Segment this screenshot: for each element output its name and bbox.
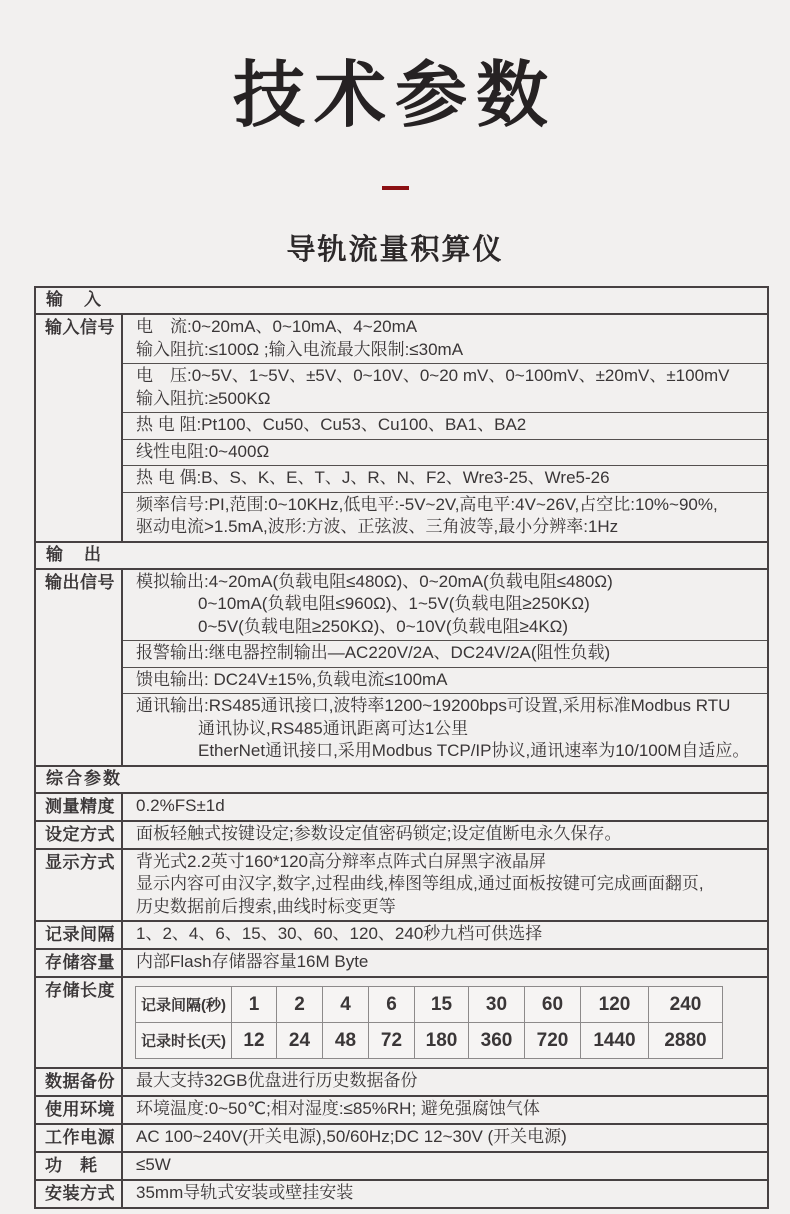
storage-header-cell: 记录间隔(秒) — [136, 987, 232, 1023]
storage-value-cell: 12 — [232, 1023, 277, 1059]
storage-value-cell: 2880 — [649, 1023, 723, 1059]
value-line: 0~5V(负载电阻≥250KΩ)、0~10V(负载电阻≥4KΩ) — [198, 616, 569, 636]
storage-value-cell: 15 — [415, 987, 469, 1023]
param-label: 输出信号 — [36, 570, 123, 765]
spec-row-param — [36, 950, 767, 978]
storage-value-cell: 720 — [525, 1023, 581, 1059]
spec-sub-row — [123, 315, 767, 364]
spec-row-section — [36, 543, 767, 570]
storage-table-row — [136, 987, 723, 1023]
param-label: 功 耗 — [36, 1153, 123, 1179]
spec-row-param — [36, 822, 767, 850]
spec-row-storage — [36, 978, 767, 1069]
storage-value-cell: 30 — [469, 987, 525, 1023]
title-accent-dash — [382, 186, 409, 190]
page-root — [0, 46, 790, 1214]
value-line: 热 电 阻:Pt100、Cu50、Cu53、Cu100、BA1、BA2 — [136, 415, 527, 434]
storage-value-cell: 6 — [369, 987, 415, 1023]
param-value — [123, 922, 767, 948]
spec-row-param — [36, 850, 767, 923]
param-value — [123, 978, 767, 1067]
section-header-label: 输 出 — [46, 544, 103, 564]
spec-row-param — [36, 1097, 767, 1125]
spec-sub-row — [123, 668, 767, 695]
value-line: 模拟输出:4~20mA(负载电阻≤480Ω)、0~20mA(负载电阻≤480Ω) — [136, 571, 613, 591]
param-value — [123, 822, 767, 848]
storage-value-cell: 4 — [323, 987, 369, 1023]
storage-header-cell: 记录时长(天) — [136, 1023, 232, 1059]
storage-value-cell: 48 — [323, 1023, 369, 1059]
param-label: 设定方式 — [36, 822, 123, 848]
storage-value-cell: 1440 — [581, 1023, 649, 1059]
param-value — [123, 315, 767, 541]
spec-table — [34, 286, 769, 1209]
param-label: 数据备份 — [36, 1069, 123, 1095]
param-value — [123, 1181, 767, 1207]
value-line: 历史数据前后搜索,曲线时标变更等 — [136, 896, 396, 916]
param-value — [123, 950, 767, 976]
param-value — [123, 850, 767, 921]
spec-sub-row — [123, 493, 767, 541]
storage-table-row — [136, 1023, 723, 1059]
value-line: 驱动电流>1.5mA,波形:方波、正弦波、三角波等,最小分辨率:1Hz — [136, 517, 619, 536]
storage-table-wrap — [135, 986, 721, 1059]
storage-value-cell: 1 — [232, 987, 277, 1023]
section-header-label: 输 入 — [46, 290, 103, 309]
param-value — [123, 1097, 767, 1123]
value-line: 0~10mA(负载电阻≤960Ω)、1~5V(负载电阻≥250KΩ) — [198, 594, 590, 613]
storage-value-cell: 180 — [415, 1023, 469, 1059]
spec-row-group — [36, 315, 767, 543]
param-value — [123, 794, 767, 820]
storage-value-cell: 120 — [581, 987, 649, 1023]
param-value — [123, 1125, 767, 1151]
spec-row-param — [36, 1125, 767, 1153]
value-line: 馈电输出: DC24V±15%,负载电流≤100mA — [136, 669, 448, 689]
storage-value-cell: 2 — [277, 987, 323, 1023]
param-label: 测量精度 — [36, 794, 123, 820]
value-line: 电 压:0~5V、1~5V、±5V、0~10V、0~20 mV、0~100mV、±20mV、±100mV — [136, 366, 730, 385]
value-line: 输入阻抗:≤100Ω ;输入电流最大限制:≤30mA — [136, 339, 464, 359]
spec-sub-row — [123, 641, 767, 668]
param-value — [123, 1153, 767, 1179]
value-line: 通讯协议,RS485通讯距离可达1公里 — [198, 718, 469, 738]
param-label: 使用环境 — [36, 1097, 123, 1123]
value-line: 0.2%FS±1d — [136, 795, 225, 815]
value-line: 最大支持32GB优盘进行历史数据备份 — [136, 1071, 418, 1090]
value-line: 1、2、4、6、15、30、60、120、240秒九档可供选择 — [136, 924, 543, 943]
value-line: 内部Flash存储器容量16M Byte — [136, 952, 369, 971]
param-label: 存储长度 — [36, 978, 123, 1067]
storage-value-cell: 60 — [525, 987, 581, 1023]
value-line: EtherNet通讯接口,采用Modbus TCP/IP协议,通讯速率为10/100M自适应。 — [198, 741, 750, 760]
storage-value-cell: 72 — [369, 1023, 415, 1059]
param-label: 显示方式 — [36, 850, 123, 921]
page-title: 技术参数 — [232, 56, 557, 136]
storage-value-cell: 360 — [469, 1023, 525, 1059]
value-line: 35mm导轨式安装或壁挂安装 — [136, 1183, 354, 1202]
spec-row-param — [36, 794, 767, 822]
spec-row-param — [36, 1069, 767, 1097]
value-line: ≤5W — [136, 1155, 171, 1174]
param-label: 安装方式 — [36, 1181, 123, 1207]
value-line: 通讯输出:RS485通讯接口,波特率1200~19200bps可设置,采用标准Modbus RTU — [136, 696, 731, 715]
value-line: 输入阻抗:≥500KΩ — [136, 388, 271, 408]
spec-sub-row — [123, 466, 767, 493]
param-label: 存储容量 — [36, 950, 123, 976]
spec-sub-row — [123, 570, 767, 642]
value-line: AC 100~240V(开关电源),50/60Hz;DC 12~30V (开关电源) — [136, 1127, 567, 1146]
storage-value-cell: 240 — [649, 987, 723, 1023]
param-label: 记录间隔 — [36, 922, 123, 948]
storage-value-cell: 24 — [277, 1023, 323, 1059]
spec-sub-row — [123, 694, 767, 765]
value-line: 频率信号:PI,范围:0~10KHz,低电平:-5V~2V,高电平:4V~26V,占空比:10%~90%, — [136, 494, 718, 514]
spec-row-group — [36, 570, 767, 767]
value-line: 环境温度:0~50℃;相对湿度:≤85%RH; 避免强腐蚀气体 — [136, 1099, 540, 1118]
param-label: 工作电源 — [36, 1125, 123, 1151]
spec-row-section — [36, 767, 767, 794]
page-subtitle: 导轨流量积算仪 — [286, 234, 504, 266]
param-label: 输入信号 — [36, 315, 123, 541]
param-value — [123, 570, 767, 765]
spec-sub-row — [123, 440, 767, 467]
spec-row-param — [36, 1181, 767, 1207]
spec-row-param — [36, 922, 767, 950]
spec-sub-row — [123, 364, 767, 413]
section-header-label: 综合参数 — [46, 768, 122, 788]
spec-row-section — [36, 288, 767, 315]
spec-row-param — [36, 1153, 767, 1181]
value-line: 显示内容可由汉字,数字,过程曲线,棒图等组成,通过面板按键可完成画面翻页, — [136, 874, 704, 893]
spec-sub-row — [123, 413, 767, 440]
value-line: 背光式2.2英寸160*120高分辩率点阵式白屏黑字液晶屏 — [136, 851, 546, 871]
value-line: 线性电阻:0~400Ω — [136, 441, 270, 461]
param-value — [123, 1069, 767, 1095]
value-line: 电 流:0~20mA、0~10mA、4~20mA — [136, 317, 418, 336]
value-line: 面板轻触式按键设定;参数设定值密码锁定;设定值断电永久保存。 — [136, 823, 622, 843]
value-line: 热 电 偶:B、S、K、E、T、J、R、N、F2、Wre3-25、Wre5-26 — [136, 468, 610, 487]
value-line: 报警输出:继电器控制输出—AC220V/2A、DC24V/2A(阻性负载) — [136, 643, 611, 662]
storage-table — [135, 986, 723, 1059]
